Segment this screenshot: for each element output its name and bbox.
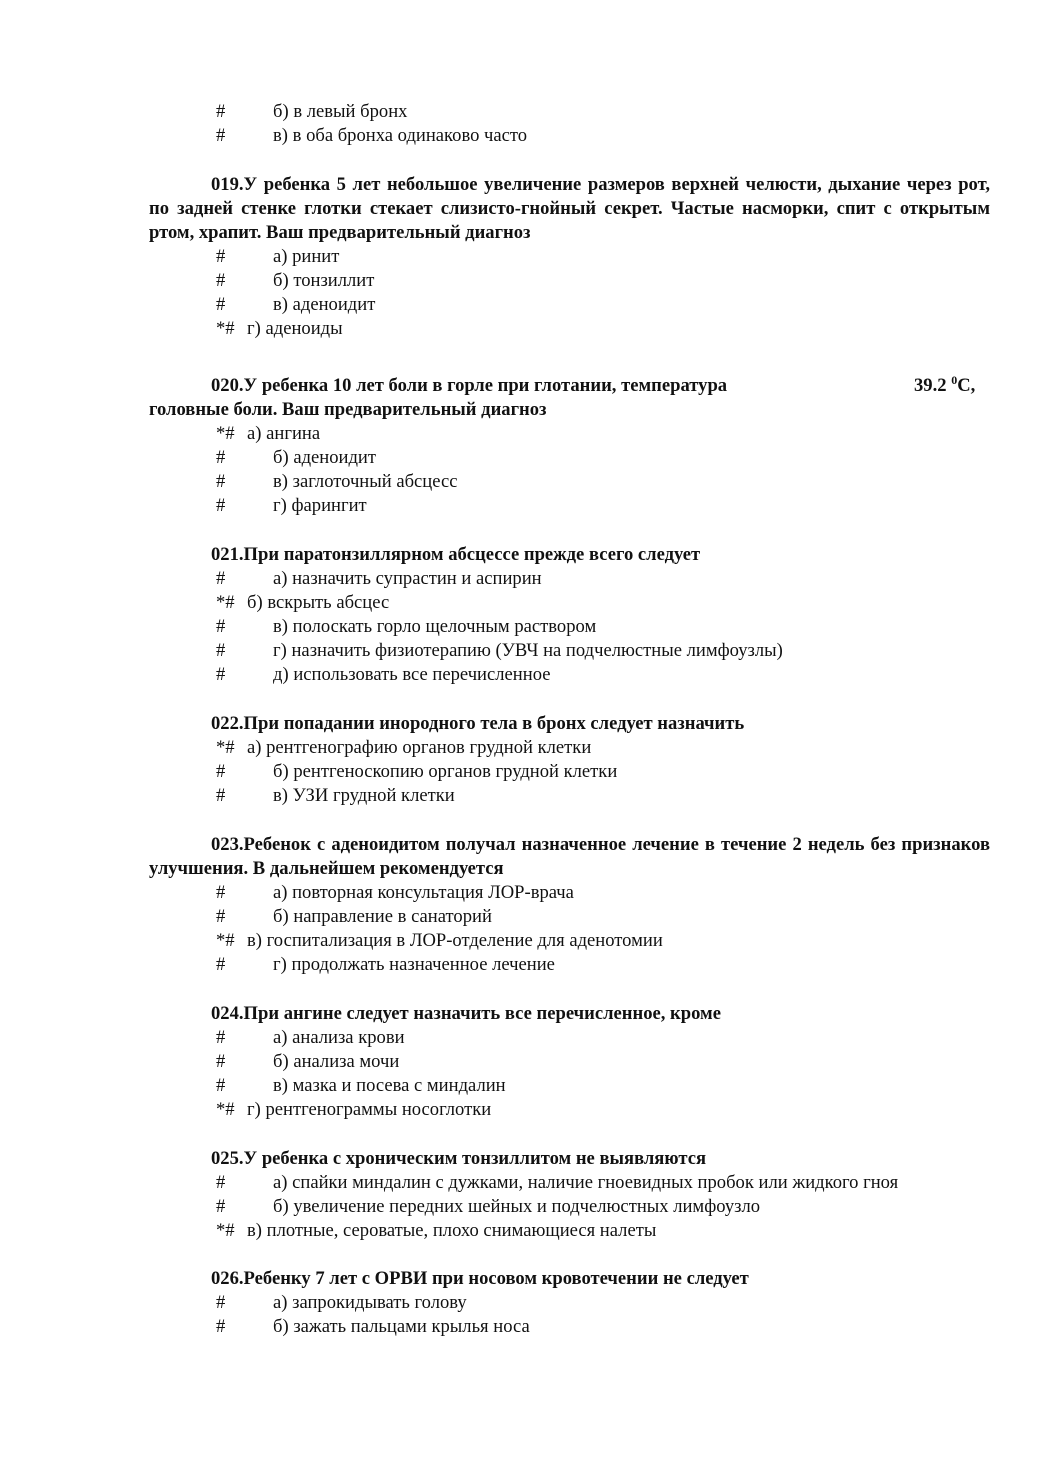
option-label: в): [273, 294, 288, 315]
correct-mark: *#: [216, 930, 235, 951]
option-text: назначить супрастин и аспирин: [292, 568, 542, 589]
option-mark: #: [216, 1051, 226, 1072]
option-mark: #: [216, 882, 226, 903]
option-mark: #: [216, 246, 226, 267]
option-mark: #: [216, 1075, 226, 1096]
question-019-text: 019.У ребенка 5 лет небольшое увеличение размеров верхней челюсти, дыхание через рот, по задней стенке глотки стекает слизисто-гнойный секрет. Частые насморки, спит с открытым ртом, храпит. Ваш предварительный диагноз: [149, 174, 990, 244]
question-020-line1: 020.У ребенка 10 лет боли в горле при глотании, температура: [211, 375, 728, 396]
option-mark: #: [216, 471, 226, 492]
option-label: а): [247, 737, 262, 758]
question-020-line2: головные боли. Ваш предварительный диагноз: [149, 399, 547, 420]
option-label: г): [247, 318, 261, 339]
option-label: б): [273, 1051, 289, 1072]
option-text: полоскать горло щелочным раствором: [292, 616, 597, 637]
option-text: госпитализация в ЛОР-отделение для аденотомии: [266, 930, 663, 951]
option-label: в): [247, 1220, 262, 1241]
option-mark: #: [216, 664, 226, 685]
option-mark: #: [216, 270, 226, 291]
option-text: плотные, сероватые, плохо снимающиеся налеты: [266, 1220, 657, 1241]
option-text: зажать пальцами крылья носа: [293, 1316, 530, 1337]
option-label: г): [273, 640, 287, 661]
option-text: рентгеноскопию органов грудной клетки: [293, 761, 618, 782]
option-text: анализа крови: [292, 1027, 405, 1048]
option-label: б): [273, 270, 289, 291]
option-text: анализа мочи: [293, 1051, 400, 1072]
option-mark: #: [216, 906, 226, 927]
option-text: направление в санаторий: [293, 906, 492, 927]
correct-mark: *#: [216, 1099, 235, 1120]
option-text: тонзиллит: [293, 270, 375, 291]
option-text: повторная консультация ЛОР-врача: [292, 882, 574, 903]
option-text: запрокидывать голову: [292, 1292, 467, 1313]
option-mark: #: [216, 616, 226, 637]
option-text: УЗИ грудной клетки: [292, 785, 455, 806]
question-023-text: 023.Ребенок с аденоидитом получал назначенное лечение в течение 2 недель без признаков улучшения. В дальнейшем рекомендуется: [149, 834, 990, 880]
option-label: б): [273, 1196, 289, 1217]
question-026-text: 026.Ребенку 7 лет с ОРВИ при носовом кровотечении не следует: [211, 1268, 749, 1289]
option-label: б): [273, 447, 289, 468]
option-text: увеличение передних шейных и подчелюстных лимфоузло: [293, 1196, 761, 1217]
option-label: б): [273, 101, 289, 122]
option-label: б): [273, 1316, 289, 1337]
option-label: б): [247, 592, 263, 613]
option-text: в оба бронха одинаково часто: [292, 125, 528, 146]
option-label: а): [273, 246, 288, 267]
option-mark: #: [216, 495, 226, 516]
option-label: а): [273, 568, 288, 589]
option-label: в): [273, 616, 288, 637]
option-text: аденоиды: [265, 318, 343, 339]
option-label: в): [273, 125, 288, 146]
option-text: спайки миндалин с дужками, наличие гноевидных пробок или жидкого гноя: [292, 1172, 899, 1193]
option-mark: #: [216, 1172, 226, 1193]
option-mark: #: [216, 761, 226, 782]
question-020-temperature: 39.2 $^0$С,: [914, 373, 976, 396]
option-label: б): [273, 906, 289, 927]
option-label: г): [273, 495, 287, 516]
option-text: мазка и посева с миндалин: [292, 1075, 506, 1096]
option-text: назначить физиотерапию (УВЧ на подчелюстные лимфоузлы): [291, 640, 783, 661]
option-text: заглоточный абсцесс: [292, 471, 458, 492]
option-label: в): [273, 785, 288, 806]
option-label: а): [273, 1172, 288, 1193]
option-label: в): [273, 471, 288, 492]
option-mark: #: [216, 294, 226, 315]
option-mark: #: [216, 785, 226, 806]
option-label: б): [273, 761, 289, 782]
option-mark: #: [216, 1316, 226, 1337]
option-label: а): [273, 1027, 288, 1048]
option-mark: #: [216, 1292, 226, 1313]
option-mark: #: [216, 568, 226, 589]
question-024-text: 024.При ангине следует назначить все перечисленное, кроме: [211, 1003, 721, 1024]
option-mark: #: [216, 1027, 226, 1048]
correct-mark: *#: [216, 423, 235, 444]
option-text: вскрыть абсцес: [267, 592, 390, 613]
option-label: г): [273, 954, 287, 975]
option-mark: #: [216, 125, 226, 146]
option-text: аденоидит: [293, 447, 377, 468]
option-text: ринит: [292, 246, 340, 267]
option-label: а): [273, 1292, 288, 1313]
question-022-text: 022.При попадании инородного тела в бронх следует назначить: [211, 713, 745, 734]
option-label: а): [247, 423, 262, 444]
option-label: г): [247, 1099, 261, 1120]
option-text: рентгенограммы носоглотки: [265, 1099, 492, 1120]
option-mark: #: [216, 447, 226, 468]
option-mark: #: [216, 640, 226, 661]
option-mark: #: [216, 101, 226, 122]
question-025-text: 025.У ребенка с хроническим тонзиллитом не выявляются: [211, 1148, 707, 1169]
option-label: д): [273, 664, 289, 685]
option-text: использовать все перечисленное: [293, 664, 551, 685]
option-text: фарингит: [291, 495, 367, 516]
correct-mark: *#: [216, 1220, 235, 1241]
option-text: рентгенографию органов грудной клетки: [266, 737, 592, 758]
option-text: в левый бронх: [293, 101, 408, 122]
option-text: продолжать назначенное лечение: [291, 954, 555, 975]
option-mark: #: [216, 1196, 226, 1217]
correct-mark: *#: [216, 318, 235, 339]
correct-mark: *#: [216, 737, 235, 758]
option-mark: #: [216, 954, 226, 975]
option-label: в): [273, 1075, 288, 1096]
option-label: в): [247, 930, 262, 951]
option-text: ангина: [266, 423, 321, 444]
correct-mark: *#: [216, 592, 235, 613]
question-021-text: 021.При паратонзиллярном абсцессе прежде всего следует: [211, 544, 701, 565]
option-text: аденоидит: [292, 294, 376, 315]
option-label: а): [273, 882, 288, 903]
